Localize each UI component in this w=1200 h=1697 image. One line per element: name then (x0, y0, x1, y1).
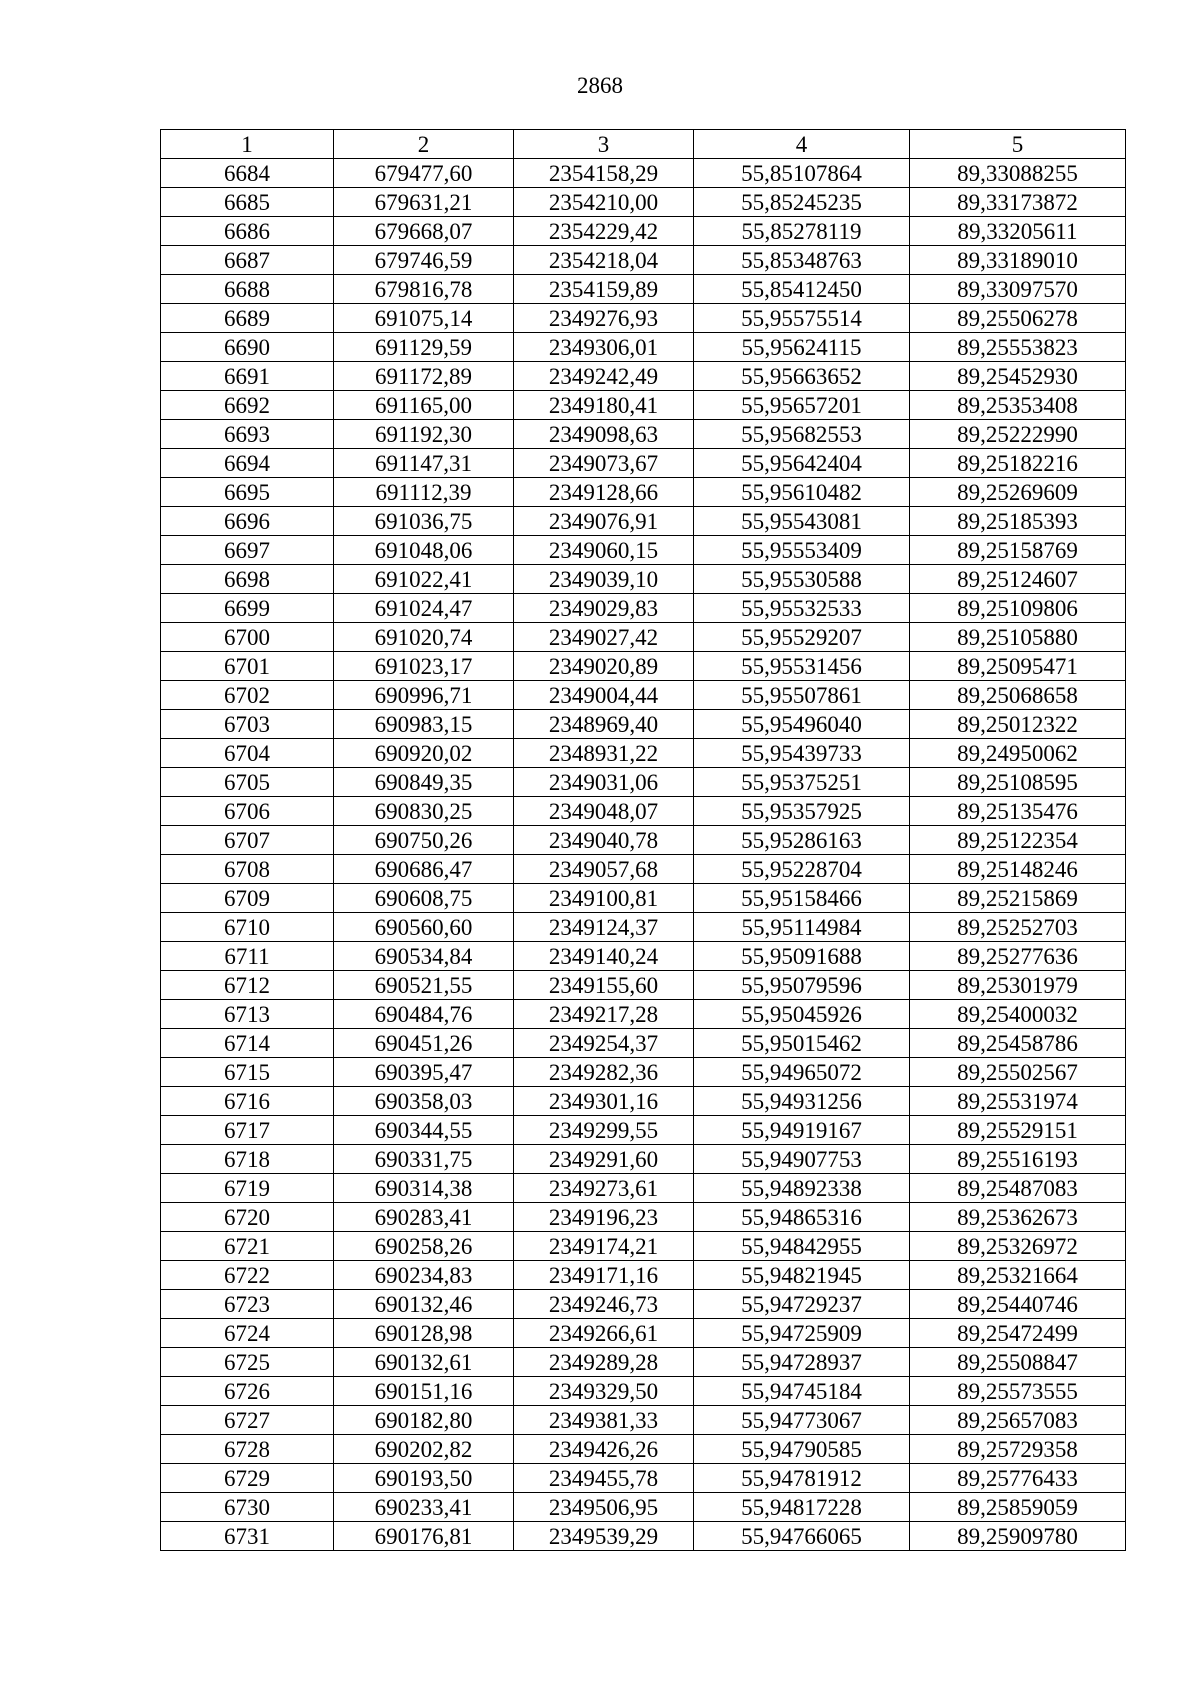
table-cell-col-1: 6704 (161, 739, 334, 768)
table-cell-col-4: 55,94919167 (694, 1116, 910, 1145)
table-cell-col-1: 6697 (161, 536, 334, 565)
table-cell-col-4: 55,94781912 (694, 1464, 910, 1493)
table-cell-col-3: 2354229,42 (514, 217, 694, 246)
table-cell-col-2: 679746,59 (334, 246, 514, 275)
table-cell-col-5: 89,25122354 (910, 826, 1126, 855)
table-cell-col-3: 2349276,93 (514, 304, 694, 333)
table-cell-col-5: 89,25105880 (910, 623, 1126, 652)
table-cell-col-5: 89,25353408 (910, 391, 1126, 420)
table-cell-col-2: 679668,07 (334, 217, 514, 246)
table-row (161, 855, 1126, 884)
table-cell-col-5: 89,33097570 (910, 275, 1126, 304)
table-row (161, 826, 1126, 855)
column-header-4: 4 (694, 130, 910, 159)
table-cell-col-4: 55,94892338 (694, 1174, 910, 1203)
table-cell-col-2: 690608,75 (334, 884, 514, 913)
table-row (161, 594, 1126, 623)
table-cell-col-3: 2349242,49 (514, 362, 694, 391)
table-cell-col-5: 89,25109806 (910, 594, 1126, 623)
table-row (161, 1000, 1126, 1029)
table-cell-col-1: 6708 (161, 855, 334, 884)
table-cell-col-4: 55,85107864 (694, 159, 910, 188)
table-cell-col-1: 6699 (161, 594, 334, 623)
table-row (161, 217, 1126, 246)
table-row (161, 159, 1126, 188)
table-cell-col-5: 89,25321664 (910, 1261, 1126, 1290)
table-cell-col-3: 2349246,73 (514, 1290, 694, 1319)
table-row (161, 478, 1126, 507)
table-cell-col-2: 690484,76 (334, 1000, 514, 1029)
table-cell-col-4: 55,95079596 (694, 971, 910, 1000)
table-cell-col-3: 2349273,61 (514, 1174, 694, 1203)
table-cell-col-4: 55,95553409 (694, 536, 910, 565)
table-cell-col-5: 89,25529151 (910, 1116, 1126, 1145)
table-cell-col-5: 89,25506278 (910, 304, 1126, 333)
table-row (161, 768, 1126, 797)
column-header-3: 3 (514, 130, 694, 159)
table-cell-col-5: 89,33205611 (910, 217, 1126, 246)
table-cell-col-4: 55,95286163 (694, 826, 910, 855)
table-cell-col-3: 2349306,01 (514, 333, 694, 362)
table-cell-col-4: 55,95663652 (694, 362, 910, 391)
table-row (161, 1290, 1126, 1319)
table-cell-col-5: 89,25012322 (910, 710, 1126, 739)
table-cell-col-3: 2348931,22 (514, 739, 694, 768)
table-cell-col-5: 89,25362673 (910, 1203, 1126, 1232)
table-cell-col-5: 89,25776433 (910, 1464, 1126, 1493)
table-cell-col-1: 6720 (161, 1203, 334, 1232)
table-cell-col-5: 89,25108595 (910, 768, 1126, 797)
table-cell-col-4: 55,85348763 (694, 246, 910, 275)
table-row (161, 652, 1126, 681)
table-cell-col-2: 679477,60 (334, 159, 514, 188)
table-row (161, 1435, 1126, 1464)
table-row (161, 275, 1126, 304)
table-cell-col-1: 6725 (161, 1348, 334, 1377)
table-cell-col-3: 2349128,66 (514, 478, 694, 507)
table-cell-col-2: 690176,81 (334, 1522, 514, 1551)
table-cell-col-4: 55,95531456 (694, 652, 910, 681)
table-cell-col-2: 690521,55 (334, 971, 514, 1000)
table-cell-col-1: 6691 (161, 362, 334, 391)
table-cell-col-3: 2349124,37 (514, 913, 694, 942)
table-cell-col-3: 2349289,28 (514, 1348, 694, 1377)
table-cell-col-2: 691023,17 (334, 652, 514, 681)
table-cell-col-2: 690996,71 (334, 681, 514, 710)
table-cell-col-1: 6701 (161, 652, 334, 681)
table-cell-col-3: 2349217,28 (514, 1000, 694, 1029)
table-cell-col-2: 691112,39 (334, 478, 514, 507)
table-cell-col-5: 89,25400032 (910, 1000, 1126, 1029)
table-cell-col-1: 6727 (161, 1406, 334, 1435)
table-cell-col-5: 89,25301979 (910, 971, 1126, 1000)
table-cell-col-1: 6685 (161, 188, 334, 217)
table-cell-col-1: 6695 (161, 478, 334, 507)
table-cell-col-5: 89,25458786 (910, 1029, 1126, 1058)
table-cell-col-3: 2349060,15 (514, 536, 694, 565)
table-row (161, 681, 1126, 710)
table-cell-col-1: 6711 (161, 942, 334, 971)
table-cell-col-5: 89,33189010 (910, 246, 1126, 275)
table-cell-col-2: 690451,26 (334, 1029, 514, 1058)
table-cell-col-1: 6716 (161, 1087, 334, 1116)
table-cell-col-1: 6714 (161, 1029, 334, 1058)
table-row (161, 1232, 1126, 1261)
table-cell-col-5: 89,25487083 (910, 1174, 1126, 1203)
table-cell-col-5: 89,25531974 (910, 1087, 1126, 1116)
table-cell-col-5: 89,25182216 (910, 449, 1126, 478)
table-row (161, 884, 1126, 913)
table-cell-col-5: 89,25068658 (910, 681, 1126, 710)
table-cell-col-4: 55,95530588 (694, 565, 910, 594)
table-cell-col-4: 55,95091688 (694, 942, 910, 971)
table-cell-col-2: 690750,26 (334, 826, 514, 855)
table-cell-col-3: 2349506,95 (514, 1493, 694, 1522)
table-cell-col-1: 6710 (161, 913, 334, 942)
table-cell-col-3: 2349039,10 (514, 565, 694, 594)
table-cell-col-2: 679631,21 (334, 188, 514, 217)
table-cell-col-3: 2349057,68 (514, 855, 694, 884)
table-cell-col-2: 690202,82 (334, 1435, 514, 1464)
table-cell-col-2: 691024,47 (334, 594, 514, 623)
table-row (161, 710, 1126, 739)
table-cell-col-3: 2354210,00 (514, 188, 694, 217)
table-cell-col-5: 89,25124607 (910, 565, 1126, 594)
table-cell-col-1: 6696 (161, 507, 334, 536)
table-cell-col-5: 89,25222990 (910, 420, 1126, 449)
table-cell-col-5: 89,25148246 (910, 855, 1126, 884)
table-cell-col-3: 2349155,60 (514, 971, 694, 1000)
table-cell-col-4: 55,95610482 (694, 478, 910, 507)
table-cell-col-3: 2349048,07 (514, 797, 694, 826)
table-cell-col-4: 55,95114984 (694, 913, 910, 942)
table-cell-col-1: 6687 (161, 246, 334, 275)
table-cell-col-4: 55,94821945 (694, 1261, 910, 1290)
table-cell-col-2: 690182,80 (334, 1406, 514, 1435)
table-cell-col-4: 55,94865316 (694, 1203, 910, 1232)
column-header-5: 5 (910, 130, 1126, 159)
table-cell-col-3: 2349140,24 (514, 942, 694, 971)
table-cell-col-1: 6690 (161, 333, 334, 362)
table-row (161, 1493, 1126, 1522)
table-cell-col-3: 2349076,91 (514, 507, 694, 536)
table-cell-col-2: 690983,15 (334, 710, 514, 739)
table-row (161, 391, 1126, 420)
table-cell-col-3: 2349031,06 (514, 768, 694, 797)
table-cell-col-4: 55,94817228 (694, 1493, 910, 1522)
table-cell-col-2: 691172,89 (334, 362, 514, 391)
table-cell-col-4: 55,95158466 (694, 884, 910, 913)
table-row (161, 1377, 1126, 1406)
table-row (161, 304, 1126, 333)
table-cell-col-2: 691192,30 (334, 420, 514, 449)
table-row (161, 1522, 1126, 1551)
table-cell-col-2: 690331,75 (334, 1145, 514, 1174)
table-cell-col-1: 6719 (161, 1174, 334, 1203)
table-cell-col-1: 6731 (161, 1522, 334, 1551)
table-cell-col-1: 6712 (161, 971, 334, 1000)
table-cell-col-2: 690132,61 (334, 1348, 514, 1377)
table-cell-col-2: 690395,47 (334, 1058, 514, 1087)
table-cell-col-3: 2349266,61 (514, 1319, 694, 1348)
table-cell-col-3: 2349299,55 (514, 1116, 694, 1145)
table-cell-col-2: 691129,59 (334, 333, 514, 362)
table-cell-col-4: 55,95529207 (694, 623, 910, 652)
table-row (161, 1203, 1126, 1232)
table-cell-col-2: 690233,41 (334, 1493, 514, 1522)
table-row (161, 188, 1126, 217)
table-cell-col-3: 2349282,36 (514, 1058, 694, 1087)
table-row (161, 1261, 1126, 1290)
table-cell-col-2: 690258,26 (334, 1232, 514, 1261)
table-row (161, 420, 1126, 449)
table-cell-col-5: 89,33173872 (910, 188, 1126, 217)
table-row (161, 507, 1126, 536)
table-cell-col-4: 55,85278119 (694, 217, 910, 246)
table-cell-col-2: 691048,06 (334, 536, 514, 565)
table-cell-col-3: 2349100,81 (514, 884, 694, 913)
table-row (161, 246, 1126, 275)
table-row (161, 565, 1126, 594)
table-cell-col-4: 55,94729237 (694, 1290, 910, 1319)
table-cell-col-1: 6728 (161, 1435, 334, 1464)
table-cell-col-5: 89,33088255 (910, 159, 1126, 188)
table-cell-col-2: 691020,74 (334, 623, 514, 652)
table-cell-col-5: 89,25553823 (910, 333, 1126, 362)
table-cell-col-1: 6694 (161, 449, 334, 478)
table-cell-col-5: 89,25277636 (910, 942, 1126, 971)
table-row (161, 1174, 1126, 1203)
table-cell-col-1: 6706 (161, 797, 334, 826)
table-cell-col-3: 2348969,40 (514, 710, 694, 739)
table-cell-col-1: 6723 (161, 1290, 334, 1319)
table-cell-col-4: 55,95439733 (694, 739, 910, 768)
table-row (161, 333, 1126, 362)
table-cell-col-3: 2349073,67 (514, 449, 694, 478)
table-cell-col-3: 2354159,89 (514, 275, 694, 304)
table-cell-col-3: 2349098,63 (514, 420, 694, 449)
table-cell-col-2: 691075,14 (334, 304, 514, 333)
table-cell-col-1: 6722 (161, 1261, 334, 1290)
table-cell-col-1: 6717 (161, 1116, 334, 1145)
table-cell-col-4: 55,95642404 (694, 449, 910, 478)
table-cell-col-3: 2349180,41 (514, 391, 694, 420)
table-cell-col-5: 89,25508847 (910, 1348, 1126, 1377)
table-cell-col-3: 2349020,89 (514, 652, 694, 681)
table-row (161, 1087, 1126, 1116)
table-row (161, 942, 1126, 971)
table-cell-col-4: 55,95682553 (694, 420, 910, 449)
table-cell-col-5: 89,25516193 (910, 1145, 1126, 1174)
table-cell-col-1: 6703 (161, 710, 334, 739)
table-cell-col-2: 690920,02 (334, 739, 514, 768)
table-cell-col-5: 89,25440746 (910, 1290, 1126, 1319)
table-cell-col-1: 6715 (161, 1058, 334, 1087)
table-cell-col-1: 6707 (161, 826, 334, 855)
table-cell-col-2: 690151,16 (334, 1377, 514, 1406)
table-cell-col-3: 2349196,23 (514, 1203, 694, 1232)
table-cell-col-3: 2349291,60 (514, 1145, 694, 1174)
table-row (161, 1464, 1126, 1493)
table-cell-col-5: 89,25452930 (910, 362, 1126, 391)
table-cell-col-4: 55,95543081 (694, 507, 910, 536)
table-cell-col-4: 55,95532533 (694, 594, 910, 623)
table-cell-col-5: 89,25859059 (910, 1493, 1126, 1522)
table-cell-col-4: 55,95507861 (694, 681, 910, 710)
table-cell-col-4: 55,85412450 (694, 275, 910, 304)
table-cell-col-1: 6724 (161, 1319, 334, 1348)
table-cell-col-5: 89,25252703 (910, 913, 1126, 942)
table-cell-col-5: 89,25158769 (910, 536, 1126, 565)
table-row (161, 536, 1126, 565)
table-cell-col-1: 6721 (161, 1232, 334, 1261)
table-cell-col-3: 2354158,29 (514, 159, 694, 188)
table-cell-col-4: 55,94745184 (694, 1377, 910, 1406)
table-cell-col-1: 6684 (161, 159, 334, 188)
table-cell-col-5: 89,25215869 (910, 884, 1126, 913)
table-row (161, 1116, 1126, 1145)
table-body (161, 159, 1126, 1551)
table-cell-col-4: 55,85245235 (694, 188, 910, 217)
table-cell-col-4: 55,94790585 (694, 1435, 910, 1464)
table-cell-col-3: 2349254,37 (514, 1029, 694, 1058)
table-cell-col-3: 2349426,26 (514, 1435, 694, 1464)
table-cell-col-1: 6705 (161, 768, 334, 797)
table-cell-col-1: 6718 (161, 1145, 334, 1174)
table-cell-col-3: 2349329,50 (514, 1377, 694, 1406)
table-cell-col-3: 2349027,42 (514, 623, 694, 652)
table-cell-col-1: 6698 (161, 565, 334, 594)
table-row (161, 913, 1126, 942)
table-cell-col-1: 6709 (161, 884, 334, 913)
table-cell-col-5: 89,25472499 (910, 1319, 1126, 1348)
table-cell-col-3: 2349381,33 (514, 1406, 694, 1435)
table-row (161, 449, 1126, 478)
table-cell-col-2: 690344,55 (334, 1116, 514, 1145)
table-cell-col-4: 55,95496040 (694, 710, 910, 739)
table-cell-col-2: 690830,25 (334, 797, 514, 826)
table-cell-col-2: 691147,31 (334, 449, 514, 478)
table-row (161, 1058, 1126, 1087)
table-cell-col-2: 690686,47 (334, 855, 514, 884)
table-cell-col-2: 690193,50 (334, 1464, 514, 1493)
table-cell-col-2: 690132,46 (334, 1290, 514, 1319)
table-cell-col-1: 6730 (161, 1493, 334, 1522)
table-cell-col-4: 55,95657201 (694, 391, 910, 420)
table-cell-col-1: 6693 (161, 420, 334, 449)
table-cell-col-4: 55,95015462 (694, 1029, 910, 1058)
table-cell-col-1: 6692 (161, 391, 334, 420)
table-cell-col-1: 6713 (161, 1000, 334, 1029)
column-header-1: 1 (161, 130, 334, 159)
table-cell-col-2: 690849,35 (334, 768, 514, 797)
table-cell-col-2: 691165,00 (334, 391, 514, 420)
table-cell-col-5: 89,25135476 (910, 797, 1126, 826)
table-row (161, 739, 1126, 768)
table-cell-col-1: 6686 (161, 217, 334, 246)
table-cell-col-2: 690283,41 (334, 1203, 514, 1232)
table-cell-col-4: 55,94842955 (694, 1232, 910, 1261)
table-cell-col-1: 6702 (161, 681, 334, 710)
table-cell-col-3: 2349004,44 (514, 681, 694, 710)
table-cell-col-2: 691022,41 (334, 565, 514, 594)
table-cell-col-5: 89,25909780 (910, 1522, 1126, 1551)
table-cell-col-3: 2349029,83 (514, 594, 694, 623)
table-row (161, 1319, 1126, 1348)
table-row (161, 1406, 1126, 1435)
table-cell-col-4: 55,94728937 (694, 1348, 910, 1377)
table-cell-col-4: 55,95575514 (694, 304, 910, 333)
table-cell-col-5: 89,25573555 (910, 1377, 1126, 1406)
table-cell-col-3: 2349539,29 (514, 1522, 694, 1551)
table-cell-col-4: 55,94965072 (694, 1058, 910, 1087)
table-cell-col-4: 55,94766065 (694, 1522, 910, 1551)
table-cell-col-2: 690128,98 (334, 1319, 514, 1348)
table-cell-col-1: 6726 (161, 1377, 334, 1406)
coordinates-table (160, 129, 1126, 1551)
table-row (161, 1348, 1126, 1377)
table-cell-col-4: 55,94931256 (694, 1087, 910, 1116)
table-row (161, 362, 1126, 391)
table-cell-col-2: 690234,83 (334, 1261, 514, 1290)
table-cell-col-5: 89,25729358 (910, 1435, 1126, 1464)
table-cell-col-2: 690534,84 (334, 942, 514, 971)
table-cell-col-3: 2349171,16 (514, 1261, 694, 1290)
table-row (161, 797, 1126, 826)
table-header-row (161, 130, 1126, 159)
table-cell-col-1: 6700 (161, 623, 334, 652)
table-cell-col-5: 89,24950062 (910, 739, 1126, 768)
table-cell-col-1: 6689 (161, 304, 334, 333)
table-cell-col-4: 55,95624115 (694, 333, 910, 362)
table-cell-col-4: 55,94773067 (694, 1406, 910, 1435)
table-row (161, 1029, 1126, 1058)
column-header-2: 2 (334, 130, 514, 159)
table-cell-col-4: 55,95357925 (694, 797, 910, 826)
table-cell-col-3: 2349174,21 (514, 1232, 694, 1261)
table-cell-col-4: 55,94725909 (694, 1319, 910, 1348)
table-cell-col-2: 679816,78 (334, 275, 514, 304)
table-cell-col-4: 55,95045926 (694, 1000, 910, 1029)
table-row (161, 1145, 1126, 1174)
table-cell-col-2: 690560,60 (334, 913, 514, 942)
table-cell-col-5: 89,25095471 (910, 652, 1126, 681)
table-row (161, 971, 1126, 1000)
table-cell-col-4: 55,95375251 (694, 768, 910, 797)
table-cell-col-2: 690358,03 (334, 1087, 514, 1116)
table-cell-col-3: 2349455,78 (514, 1464, 694, 1493)
table-cell-col-5: 89,25657083 (910, 1406, 1126, 1435)
table-cell-col-1: 6688 (161, 275, 334, 304)
table-cell-col-5: 89,25502567 (910, 1058, 1126, 1087)
table-cell-col-2: 690314,38 (334, 1174, 514, 1203)
table-cell-col-3: 2349301,16 (514, 1087, 694, 1116)
table-cell-col-1: 6729 (161, 1464, 334, 1493)
table-cell-col-4: 55,94907753 (694, 1145, 910, 1174)
table-cell-col-3: 2354218,04 (514, 246, 694, 275)
table-row (161, 623, 1126, 652)
page-number: 2868 (577, 73, 623, 98)
table-cell-col-5: 89,25269609 (910, 478, 1126, 507)
table-cell-col-5: 89,25326972 (910, 1232, 1126, 1261)
table-cell-col-5: 89,25185393 (910, 507, 1126, 536)
table-cell-col-3: 2349040,78 (514, 826, 694, 855)
table-cell-col-4: 55,95228704 (694, 855, 910, 884)
table-cell-col-2: 691036,75 (334, 507, 514, 536)
